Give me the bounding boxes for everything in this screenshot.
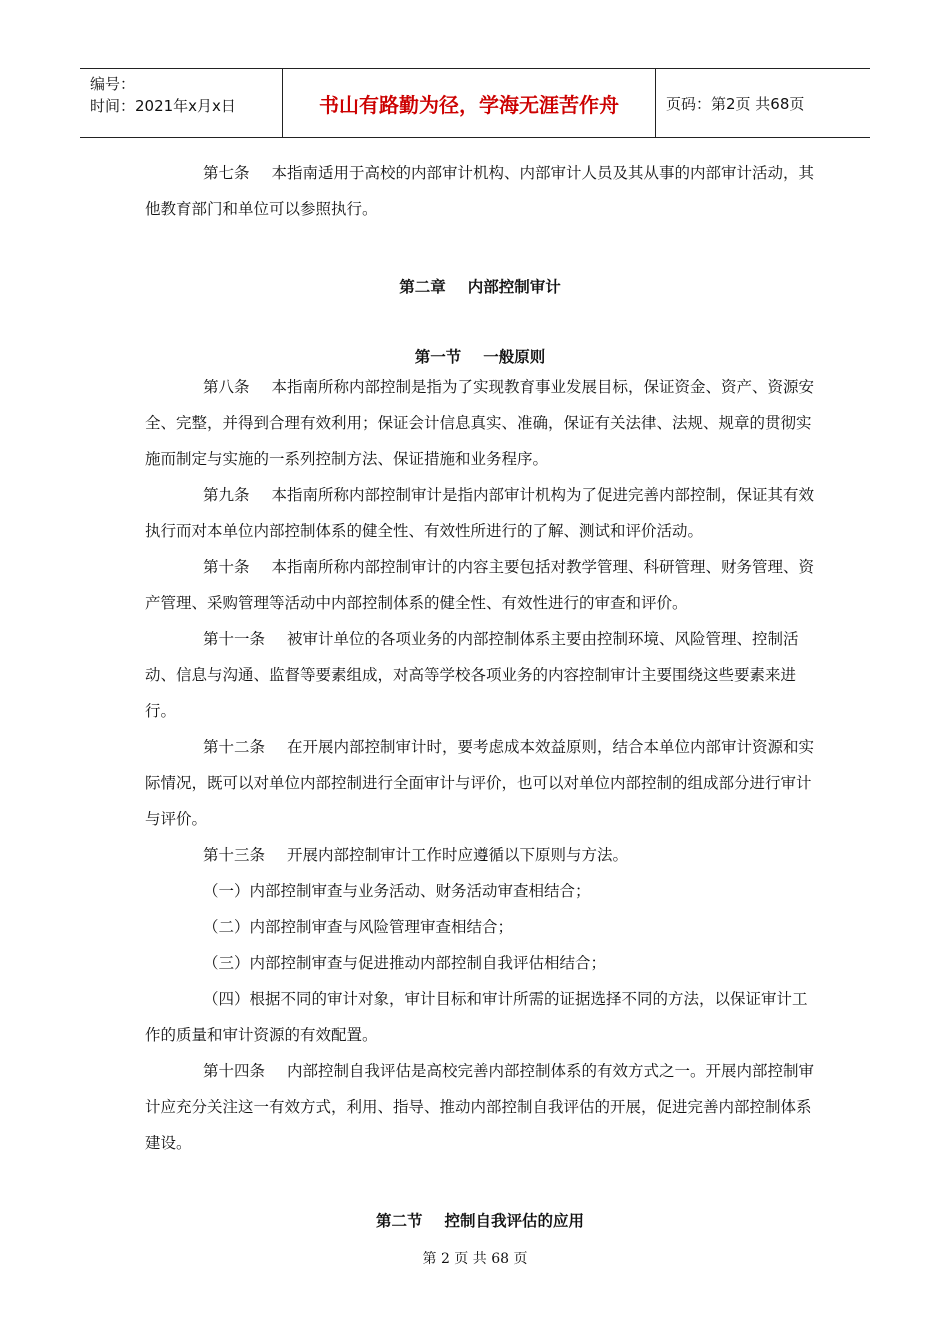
section-2-heading [145,1209,815,1231]
chapter-heading [145,275,815,297]
chapter-title: 内部控制审计 [467,278,561,296]
article-label: 第十二条 [203,738,266,756]
article-label: 第七条 [203,164,250,182]
chapter-number: 第二章 [399,278,446,296]
article-11 [145,621,815,729]
section-number: 第一节 [414,348,462,366]
list-item-4: （四）根据不同的审计对象，审计目标和审计所需的证据选择不同的方法，以保证审计工作的质量和审计资源的有效配置。 [145,990,808,1044]
header-page-info: 页码：第2页 共68页 [666,94,805,113]
article-text: 开展内部控制审计工作时应遵循以下原则与方法。 [287,846,629,864]
article-13 [145,837,815,873]
article-label: 第十四条 [203,1062,266,1080]
article-9 [145,477,815,549]
header-meta [80,69,282,137]
article-text: 本指南所称内部控制是指为了实现教育事业发展目标，保证资金、资产、资源安全、完整，并得到合理有效利用；保证会计信息真实、准确，保证有关法律、法规、规章的贯彻实施而制定与实施的一系列控制方法、保证措施和业务程序。 [145,378,815,468]
section-number: 第二节 [375,1212,423,1230]
list-item-1: （一）内部控制审查与业务活动、财务活动审查相结合； [203,882,591,900]
article-12 [145,729,815,837]
article-10 [145,549,815,621]
section-1-heading [145,345,815,367]
section-title: 一般原则 [483,348,546,366]
section-title: 控制自我评估的应用 [444,1212,585,1230]
article-label: 第十一条 [203,630,266,648]
article-text: 内部控制自我评估是高校完善内部控制体系的有效方式之一。开展内部控制审计应充分关注这一有效方式，利用、指导、推动内部控制自我评估的开展，促进完善内部控制体系建设。 [145,1062,815,1152]
article-label: 第九条 [203,486,250,504]
article-text: 被审计单位的各项业务的内部控制体系主要由控制环境、风险管理、控制活动、信息与沟通、监督等要素组成，对高等学校各项业务的内容控制审计主要围绕这些要素来进行。 [145,630,799,720]
list-item-2: （二）内部控制审查与风险管理审查相结合； [203,918,514,936]
article-text: 在开展内部控制审计时，要考虑成本效益原则，结合本单位内部审计资源和实际情况，既可以对单位内部控制进行全面审计与评价，也可以对单位内部控制的组成部分进行审计与评价。 [145,738,815,828]
header-date: 时间：2021年x月x日 [90,97,236,115]
article-8 [145,369,815,477]
article-label: 第十条 [203,558,250,576]
page-header [80,68,870,138]
article-text: 本指南所称内部控制审计是指内部审计机构为了促进完善内部控制，保证其有效执行而对本单位内部控制体系的健全性、有效性所进行的了解、测试和评价活动。 [145,486,815,540]
article-text: 本指南所称内部控制审计的内容主要包括对教学管理、科研管理、财务管理、资产管理、采购管理等活动中内部控制体系的健全性、有效性进行的审查和评价。 [145,558,815,612]
page-footer: 第 2 页 共 68 页 [422,1251,528,1267]
list-item-3: （三）内部控制审查与促进推动内部控制自我评估相结合； [203,954,607,972]
header-number: 编号： [90,75,136,93]
document-body [145,155,815,1231]
article-label: 第八条 [203,378,250,396]
header-motto: 书山有路勤为径，学海无涯苦作舟 [282,69,656,137]
article-label: 第十三条 [203,846,266,864]
article-text: 本指南适用于高校的内部审计机构、内部审计人员及其从事的内部审计活动，其他教育部门和单位可以参照执行。 [145,164,815,218]
article-14 [145,1053,815,1161]
article-7 [145,155,815,227]
